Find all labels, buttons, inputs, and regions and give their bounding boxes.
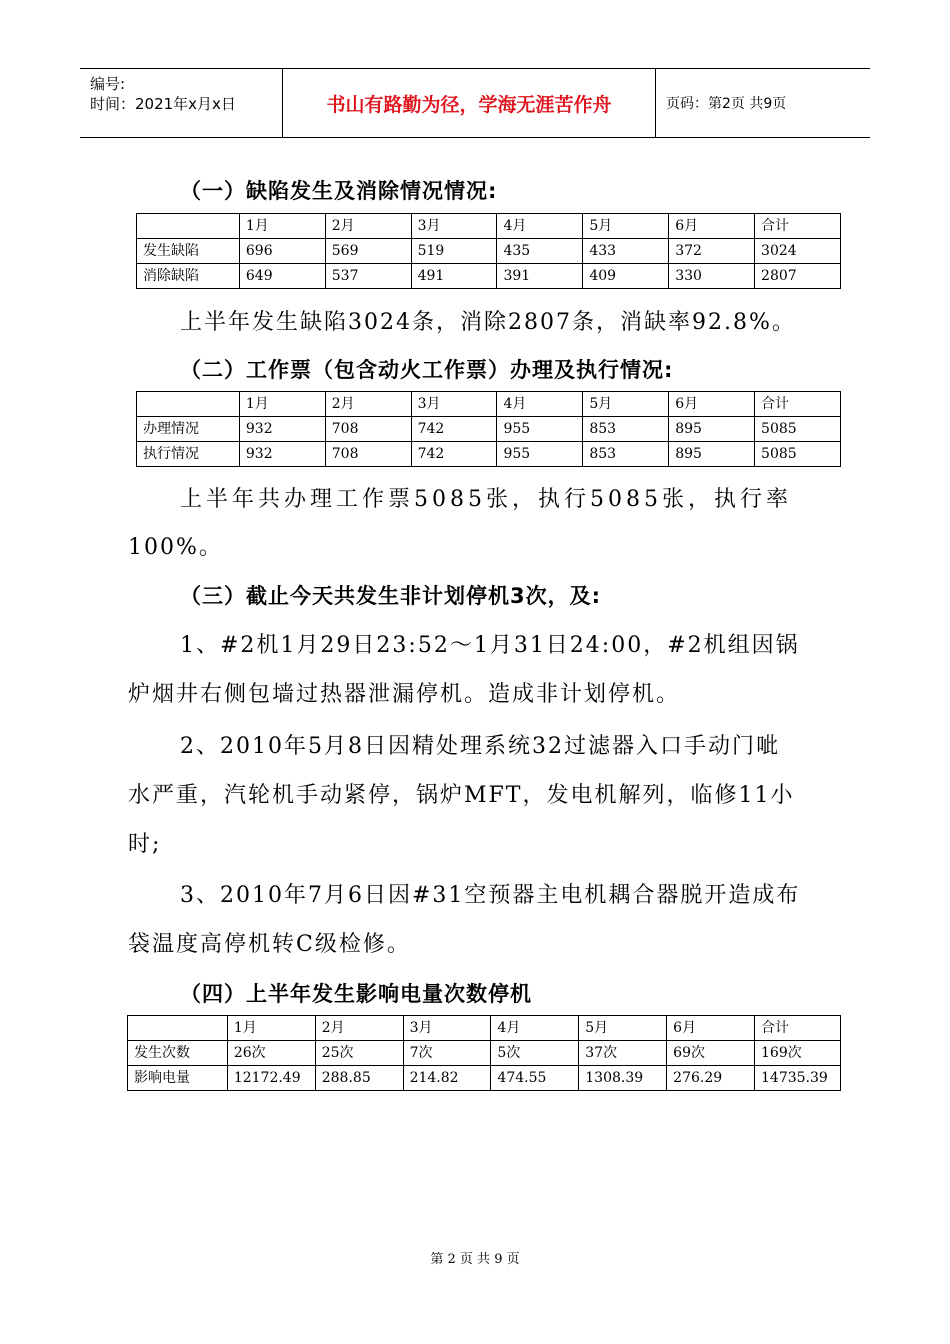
table-cell: 372 <box>669 239 755 264</box>
table-cell: 1月 <box>239 392 325 417</box>
table-row <box>137 417 841 442</box>
row-label: 执行情况 <box>137 442 240 467</box>
table-cell: 853 <box>583 417 669 442</box>
document-number-label: 编号: <box>90 75 126 93</box>
table-cell: 7次 <box>403 1041 491 1066</box>
table-cell: 853 <box>583 442 669 467</box>
table-cell: 409 <box>583 264 669 289</box>
table-cell: 169次 <box>755 1041 841 1066</box>
table-cell <box>128 1016 228 1041</box>
table-cell: 2月 <box>325 392 411 417</box>
table-cell: 955 <box>497 442 583 467</box>
table-cell: 276.29 <box>667 1066 755 1091</box>
table-cell: 2月 <box>315 1016 403 1041</box>
table-cell: 25次 <box>315 1041 403 1066</box>
table-cell: 5085 <box>755 442 841 467</box>
table-cell: 1月 <box>239 214 325 239</box>
table-cell: 6月 <box>669 392 755 417</box>
defects-table <box>136 213 841 289</box>
table-cell: 742 <box>411 417 497 442</box>
table-cell: 合计 <box>755 1016 841 1041</box>
table-cell: 330 <box>669 264 755 289</box>
section3-item2-line1: 2、2010年5月8日因精处理系统32过滤器入口手动门呲 <box>180 734 780 759</box>
table-cell: 3月 <box>411 214 497 239</box>
table-cell: 37次 <box>579 1041 667 1066</box>
section1-summary: 上半年发生缺陷3024条，消除2807条，消缺率92.8%。 <box>180 310 796 335</box>
table-cell: 6月 <box>667 1016 755 1041</box>
table-cell: 合计 <box>755 214 841 239</box>
table-cell: 2月 <box>325 214 411 239</box>
table-header-row <box>128 1016 841 1041</box>
section3-item1-line1: 1、#2机1月29日23:52～1月31日24:00，#2机组因锅 <box>180 633 800 658</box>
section3-item2-line2: 水严重，汽轮机手动紧停，锅炉MFT，发电机解列，临修11小 <box>128 783 795 808</box>
table-cell: 391 <box>497 264 583 289</box>
section3-item1-line2: 炉烟井右侧包墙过热器泄漏停机。造成非计划停机。 <box>128 682 681 707</box>
table-cell: 288.85 <box>315 1066 403 1091</box>
table-cell: 708 <box>325 417 411 442</box>
table-cell: 433 <box>583 239 669 264</box>
table-cell: 435 <box>497 239 583 264</box>
table-row <box>137 239 841 264</box>
table-row <box>137 442 841 467</box>
table-cell: 895 <box>669 442 755 467</box>
table-cell: 3月 <box>403 1016 491 1041</box>
table-cell: 708 <box>325 442 411 467</box>
table-cell: 26次 <box>227 1041 315 1066</box>
row-label: 影响电量 <box>128 1066 228 1091</box>
table-cell: 569 <box>325 239 411 264</box>
table-cell: 2807 <box>755 264 841 289</box>
table-cell: 6月 <box>669 214 755 239</box>
table-cell: 5月 <box>583 392 669 417</box>
section3-item2-line3: 时; <box>128 832 162 857</box>
table-cell: 474.55 <box>491 1066 579 1091</box>
table-cell: 合计 <box>755 392 841 417</box>
page-footer: 第 2 页 共 9 页 <box>430 1252 520 1267</box>
table-cell: 5次 <box>491 1041 579 1066</box>
table-cell: 955 <box>497 417 583 442</box>
outage-impact-table <box>127 1015 841 1091</box>
table-cell: 5085 <box>755 417 841 442</box>
table-cell <box>137 214 240 239</box>
table-header-row <box>137 392 841 417</box>
table-cell: 5月 <box>579 1016 667 1041</box>
table-cell: 4月 <box>491 1016 579 1041</box>
table-cell: 696 <box>239 239 325 264</box>
section2-summary-line1: 上半年共办理工作票5085张，执行5085张，执行率 <box>180 487 792 512</box>
table-cell: 932 <box>239 442 325 467</box>
work-ticket-table <box>136 391 841 467</box>
table-cell: 649 <box>239 264 325 289</box>
table-cell: 69次 <box>667 1041 755 1066</box>
table-cell: 1308.39 <box>579 1066 667 1091</box>
section4-heading: （四）上半年发生影响电量次数停机 <box>180 982 532 1006</box>
section3-item3-line1: 3、2010年7月6日因#31空预器主电机耦合器脱开造成布 <box>180 883 801 908</box>
section3-item3-line2: 袋温度高停机转C级检修。 <box>128 932 411 957</box>
section2-heading: （二）工作票（包含动火工作票）办理及执行情况: <box>180 358 674 382</box>
table-cell: 1月 <box>227 1016 315 1041</box>
row-label: 消除缺陷 <box>137 264 240 289</box>
header-page-number: 页码：第2页 共9页 <box>666 96 787 112</box>
table-cell: 537 <box>325 264 411 289</box>
table-cell <box>137 392 240 417</box>
table-cell: 3024 <box>755 239 841 264</box>
row-label: 办理情况 <box>137 417 240 442</box>
table-row <box>137 264 841 289</box>
table-cell: 4月 <box>497 214 583 239</box>
table-cell: 12172.49 <box>227 1066 315 1091</box>
table-cell: 491 <box>411 264 497 289</box>
section1-heading: （一）缺陷发生及消除情况情况: <box>180 179 498 203</box>
table-cell: 932 <box>239 417 325 442</box>
table-header-row <box>137 214 841 239</box>
section2-summary-line2: 100%。 <box>128 535 223 560</box>
document-time-label: 时间：2021年x月x日 <box>90 95 236 113</box>
header-motto: 书山有路勤为径，学海无涯苦作舟 <box>283 69 656 137</box>
row-label: 发生缺陷 <box>137 239 240 264</box>
table-cell: 5月 <box>583 214 669 239</box>
table-cell: 4月 <box>497 392 583 417</box>
table-cell: 14735.39 <box>755 1066 841 1091</box>
document-header <box>80 68 870 138</box>
table-cell: 519 <box>411 239 497 264</box>
table-cell: 895 <box>669 417 755 442</box>
row-label: 发生次数 <box>128 1041 228 1066</box>
table-cell: 742 <box>411 442 497 467</box>
table-row <box>128 1066 841 1091</box>
header-meta <box>80 69 283 137</box>
table-row <box>128 1041 841 1066</box>
section3-heading: （三）截止今天共发生非计划停机3次，及: <box>180 584 602 608</box>
table-cell: 214.82 <box>403 1066 491 1091</box>
table-cell: 3月 <box>411 392 497 417</box>
